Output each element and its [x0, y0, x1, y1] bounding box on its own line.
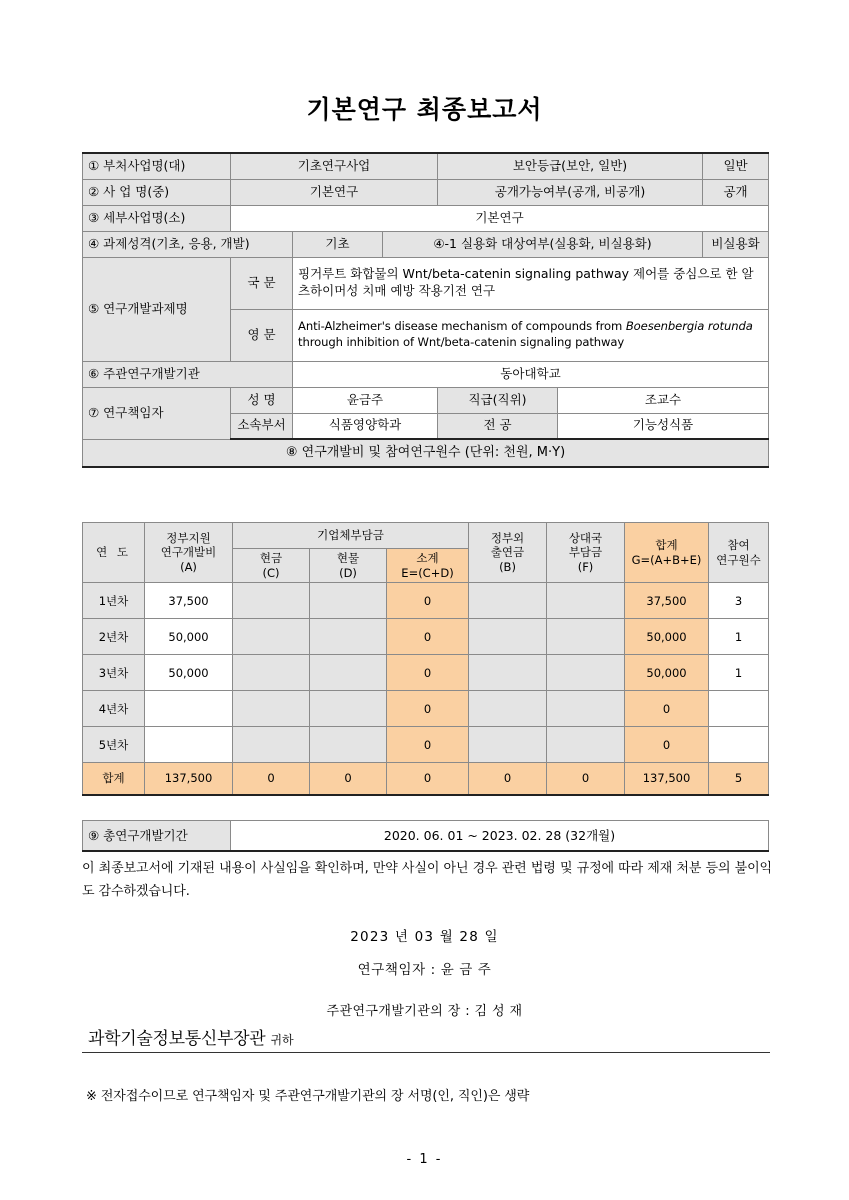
cell-inkind [310, 619, 387, 655]
value-program-name: 기본연구 [231, 179, 438, 205]
value-pi-name: 윤금주 [293, 387, 438, 413]
cell-year: 5년차 [83, 727, 145, 763]
table-row-total [83, 763, 769, 795]
header-partner-line2: 부담금 [568, 545, 603, 560]
cell-partner [547, 727, 625, 763]
value-pi-position: 조교수 [558, 387, 769, 413]
header-partner-line3: (F) [577, 560, 594, 575]
label-security-grade: 보안등급(보안, 일반) [438, 153, 703, 179]
cell-nongov [469, 619, 547, 655]
value-ministry-program: 기초연구사업 [231, 153, 438, 179]
table-row-host-institution [83, 361, 769, 387]
label-title-korean: 국 문 [231, 257, 293, 309]
signature-institution-head: 주관연구개발기관의 장 : 김 성 재 [326, 1004, 523, 1019]
budget-header-row-1 [83, 523, 769, 549]
header-nongov-line2: 출연금 [490, 545, 525, 560]
table-row [83, 727, 769, 763]
cell-researchers [709, 691, 769, 727]
header-partner-contribution [547, 523, 625, 583]
cell-total: 0 [625, 727, 709, 763]
table-row [83, 691, 769, 727]
title-english-prefix: Anti-Alzheimer's disease mechanism of compounds from [298, 319, 626, 334]
value-research-period: 2020. 06. 01 ~ 2023. 02. 28 (32개월) [231, 821, 769, 851]
label-host-institution: ⑥ 주관연구개발기관 [83, 361, 293, 387]
header-year [83, 523, 145, 583]
cell-partner [547, 619, 625, 655]
cell-total: 50,000 [625, 655, 709, 691]
cell-total-gov: 137,500 [145, 763, 233, 795]
label-pi-department: 소속부서 [231, 413, 293, 439]
table-row-program-name [83, 179, 769, 205]
table-row-period [83, 821, 769, 851]
header-total-line2: G=(A+B+E) [631, 552, 702, 567]
project-info-table [82, 152, 769, 468]
header-gov-funding [145, 523, 233, 583]
cell-nongov [469, 583, 547, 619]
cell-cash [233, 727, 310, 763]
electronic-submission-note: ※ 전자접수이므로 연구책임자 및 주관연구개발기관의 장 서명(인, 직인)은 생략 [86, 1089, 530, 1104]
table-row [83, 619, 769, 655]
cell-total-nongov: 0 [469, 763, 547, 795]
cell-nongov [469, 727, 547, 763]
header-cash-line1: 현금 [259, 551, 283, 565]
label-disclosure: 공개가능여부(공개, 비공개) [438, 179, 703, 205]
cell-gov: 50,000 [145, 619, 233, 655]
header-grand-total [625, 523, 709, 583]
cell-inkind [310, 727, 387, 763]
title-english-species: Boesenbergia rotunda [625, 319, 753, 334]
cell-subtotal: 0 [387, 691, 469, 727]
value-project-type: 기초 [293, 231, 383, 257]
cell-year: 2년차 [83, 619, 145, 655]
cell-total-label: 합계 [83, 763, 145, 795]
cell-subtotal: 0 [387, 655, 469, 691]
budget-table [82, 522, 769, 796]
label-principal-investigator: ⑦ 연구책임자 [83, 387, 231, 439]
label-pi-major: 전 공 [438, 413, 558, 439]
header-nongov-funding [469, 523, 547, 583]
cell-subtotal: 0 [387, 583, 469, 619]
cell-total-inkind: 0 [310, 763, 387, 795]
header-subtotal-line2: E=(C+D) [401, 565, 454, 580]
cell-researchers [709, 727, 769, 763]
header-partner-line1: 상대국 [568, 530, 603, 545]
cell-inkind [310, 691, 387, 727]
cell-inkind [310, 583, 387, 619]
cell-cash [233, 619, 310, 655]
cell-gov [145, 691, 233, 727]
header-nongov-line3: (B) [499, 560, 516, 575]
cell-cash [233, 655, 310, 691]
cell-subtotal: 0 [387, 727, 469, 763]
signature-principal-investigator: 연구책임자 : 윤 금 주 [357, 962, 492, 978]
label-project-title: ⑤ 연구개발과제명 [83, 257, 231, 361]
header-researchers-line1: 참여 [727, 538, 750, 552]
cell-total-subtotal: 0 [387, 763, 469, 795]
label-program-name: ② 사 업 명(중) [83, 179, 231, 205]
cell-year: 1년차 [83, 583, 145, 619]
minister-title: 과학기술정보통신부장관 [88, 1029, 266, 1049]
header-inkind [310, 549, 387, 583]
value-pi-major: 기능성식품 [558, 413, 769, 439]
header-cash [233, 549, 310, 583]
value-commercialization: 비실용화 [703, 231, 769, 257]
value-pi-department: 식품영양학과 [293, 413, 438, 439]
cell-total: 50,000 [625, 619, 709, 655]
cell-researchers: 1 [709, 655, 769, 691]
header-inkind-line1: 현물 [336, 551, 360, 565]
cell-nongov [469, 655, 547, 691]
cell-total-grand: 137,500 [625, 763, 709, 795]
page-number: - 1 - [406, 1152, 443, 1167]
header-cash-line2: (C) [262, 565, 280, 580]
cell-total-researchers: 5 [709, 763, 769, 795]
addressee-minister [88, 1024, 294, 1049]
confirmation-statement: 이 최종보고서에 기재된 내용이 사실임을 확인하며, 만약 사실이 아닌 경우 관련 법령 및 규정에 따라 제재 처분 등의 불이익도 감수하겠습니다. [82, 861, 772, 899]
research-period-table [82, 820, 769, 852]
value-host-institution: 동아대학교 [293, 361, 769, 387]
header-company-contribution: 기업체부담금 [233, 523, 469, 549]
cell-gov: 50,000 [145, 655, 233, 691]
value-title-korean: 핑거루트 화합물의 Wnt/beta-catenin signaling pathway 제어를 중심으로 한 알츠하이머성 치매 예방 작용기전 연구 [293, 257, 769, 309]
cell-nongov [469, 691, 547, 727]
table-row-project-type [83, 231, 769, 257]
minister-honorific: 귀하 [270, 1033, 294, 1047]
table-row-subprogram [83, 205, 769, 231]
table-row-budget-caption [83, 439, 769, 467]
cell-total-cash: 0 [233, 763, 310, 795]
cell-partner [547, 583, 625, 619]
table-row [83, 655, 769, 691]
table-row [83, 583, 769, 619]
title-english-suffix: through inhibition of Wnt/beta-catenin signaling pathway [298, 335, 625, 349]
label-subprogram: ③ 세부사업명(소) [83, 205, 231, 231]
value-title-english [293, 309, 769, 361]
header-researchers [709, 523, 769, 583]
header-subtotal-line1: 소계 [416, 551, 439, 565]
cell-partner [547, 691, 625, 727]
table-row-title-ko [83, 257, 769, 309]
budget-caption: ⑧ 연구개발비 및 참여연구원수 (단위: 천원, M·Y) [83, 439, 769, 467]
cell-inkind [310, 655, 387, 691]
cell-researchers: 3 [709, 583, 769, 619]
cell-total: 37,500 [625, 583, 709, 619]
horizontal-divider [82, 1052, 770, 1053]
cell-cash [233, 691, 310, 727]
label-project-type: ④ 과제성격(기초, 응용, 개발) [83, 231, 293, 257]
label-ministry-program: ① 부처사업명(대) [83, 153, 231, 179]
value-security-grade: 일반 [703, 153, 769, 179]
cell-gov: 37,500 [145, 583, 233, 619]
page-title: 기본연구 최종보고서 [306, 95, 543, 124]
header-inkind-line2: (D) [339, 565, 357, 580]
header-gov-line1: 정부지원 [166, 530, 211, 545]
label-commercialization: ④-1 실용화 대상여부(실용화, 비실용화) [383, 231, 703, 257]
header-nongov-line1: 정부외 [490, 530, 525, 545]
cell-year: 4년차 [83, 691, 145, 727]
header-total-line1: 합계 [655, 538, 678, 552]
value-subprogram: 기본연구 [231, 205, 769, 231]
cell-gov [145, 727, 233, 763]
label-research-period: ⑨ 총연구개발기간 [83, 821, 231, 851]
header-researchers-line2: 연구원수 [716, 552, 761, 567]
cell-researchers: 1 [709, 619, 769, 655]
cell-total: 0 [625, 691, 709, 727]
label-pi-position: 직급(직위) [438, 387, 558, 413]
table-row-ministry-program [83, 153, 769, 179]
signature-date: 2023 년 03 월 28 일 [350, 929, 499, 945]
header-gov-line3: (A) [180, 560, 197, 575]
value-disclosure: 공개 [703, 179, 769, 205]
header-gov-line2: 연구개발비 [160, 545, 217, 560]
cell-partner [547, 655, 625, 691]
cell-subtotal: 0 [387, 619, 469, 655]
label-title-english: 영 문 [231, 309, 293, 361]
header-year-label: 연 도 [96, 545, 131, 560]
cell-total-partner: 0 [547, 763, 625, 795]
header-subtotal [387, 549, 469, 583]
table-row-pi-name [83, 387, 769, 413]
cell-year: 3년차 [83, 655, 145, 691]
cell-cash [233, 583, 310, 619]
label-pi-name: 성 명 [231, 387, 293, 413]
